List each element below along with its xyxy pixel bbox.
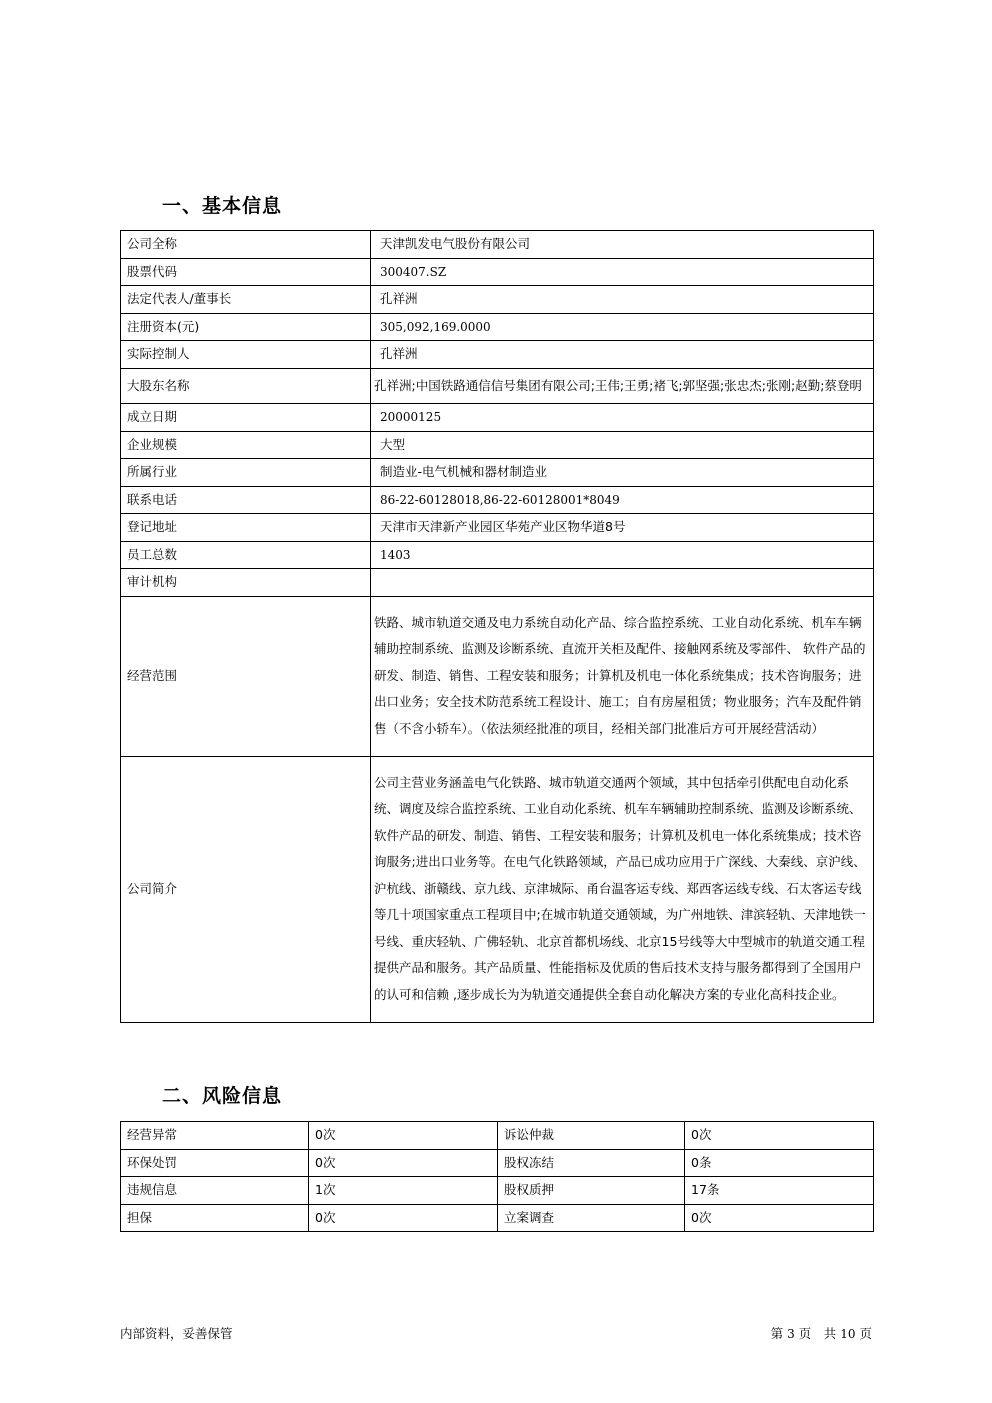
table-row [121, 459, 874, 487]
employees-label: 员工总数 [121, 541, 371, 569]
section-title-basic: 一、基本信息 [162, 195, 283, 217]
scope-label: 经营范围 [121, 596, 371, 756]
risk-label: 立案调查 [498, 1204, 685, 1232]
table-row [121, 1122, 874, 1150]
table-row [121, 404, 874, 432]
section-title-risk: 二、风险信息 [162, 1085, 283, 1107]
company-name-value: 天津凯发电气股份有限公司 [371, 231, 874, 259]
risk-value: 0条 [685, 1149, 874, 1177]
table-row [121, 286, 874, 314]
legal-rep-label: 法定代表人/董事长 [121, 286, 371, 314]
risk-label: 违规信息 [121, 1177, 309, 1205]
shareholders-label: 大股东名称 [121, 368, 371, 404]
table-row [121, 569, 874, 597]
page-total: 10 [840, 1327, 856, 1341]
page-label-prefix: 第 [770, 1326, 784, 1341]
footer-confidential-note: 内部资料，妥善保管 [120, 1326, 233, 1341]
footer-page-number [771, 1324, 872, 1342]
risk-label: 诉讼仲裁 [498, 1122, 685, 1150]
industry-value: 制造业-电气机械和器材制造业 [371, 459, 874, 487]
table-row [121, 596, 874, 756]
controller-value: 孔祥洲 [371, 341, 874, 369]
risk-value: 0次 [309, 1122, 498, 1150]
risk-value: 0次 [685, 1204, 874, 1232]
scale-label: 企业规模 [121, 431, 371, 459]
table-row [121, 1149, 874, 1177]
risk-info-table [120, 1121, 874, 1232]
intro-label: 公司简介 [121, 756, 371, 1022]
table-row [121, 231, 874, 259]
auditor-value [371, 569, 874, 597]
table-row [121, 368, 874, 404]
page-label-mid: 页 共 [798, 1326, 837, 1341]
scope-value: 铁路、城市轨道交通及电力系统自动化产品、综合监控系统、工业自动化系统、机车车辆辅助控制系统、监测及诊断系统、直流开关柜及配件、接触网系统及零部件、 软件产品的研发、制造、销售、工程安装和服务；计算机及机电一体化系统集成；技术咨询服务；进出口业务；安全技术防范系统工程设计、施工；自有房屋租赁；物业服务；汽车及配件销售（不含小轿车）。（依法须经批准的项目，经相关部门批准后方可开展经营活动） [371, 596, 874, 756]
table-row [121, 1204, 874, 1232]
risk-label: 股权质押 [498, 1177, 685, 1205]
company-name-label: 公司全称 [121, 231, 371, 259]
table-row [121, 514, 874, 542]
risk-label: 环保处罚 [121, 1149, 309, 1177]
reg-capital-label: 注册资本(元) [121, 313, 371, 341]
shareholders-value: 孔祥洲;中国铁路通信信号集团有限公司;王伟;王勇;褚飞;郭坚强;张忠杰;张刚;赵勤;蔡登明 [371, 368, 874, 404]
auditor-label: 审计机构 [121, 569, 371, 597]
page-current: 3 [787, 1327, 795, 1341]
founded-value: 20000125 [371, 404, 874, 432]
scale-value: 大型 [371, 431, 874, 459]
reg-capital-value: 305,092,169.0000 [371, 313, 874, 341]
founded-label: 成立日期 [121, 404, 371, 432]
risk-value: 0次 [685, 1122, 874, 1150]
basic-info-table [120, 230, 874, 1023]
table-row [121, 341, 874, 369]
risk-label: 担保 [121, 1204, 309, 1232]
employees-value: 1403 [371, 541, 874, 569]
page-label-suffix: 页 [859, 1326, 872, 1341]
phone-label: 联系电话 [121, 486, 371, 514]
address-value: 天津市天津新产业园区华苑产业区物华道8号 [371, 514, 874, 542]
risk-value: 0次 [309, 1149, 498, 1177]
risk-label: 经营异常 [121, 1122, 309, 1150]
controller-label: 实际控制人 [121, 341, 371, 369]
risk-value: 0次 [309, 1204, 498, 1232]
risk-label: 股权冻结 [498, 1149, 685, 1177]
table-row [121, 313, 874, 341]
intro-value: 公司主营业务涵盖电气化铁路、城市轨道交通两个领域，其中包括牵引供配电自动化系统、调度及综合监控系统、工业自动化系统、机车车辆辅助控制系统、监测及诊断系统、软件产品的研发、制造、销售、工程安装和服务；计算机及机电一体化系统集成；技术咨询服务;进出口业务等。在电气化铁路领域，产品已成功应用于广深线、大秦线、京沪线、沪杭线、浙赣线、京九线、京津城际、甬台温客运专线、郑西客运线专线、石太客运专线等几十项国家重点工程项目中;在城市轨道交通领域，为广州地铁、津滨轻轨、天津地铁一号线、重庆轻轨、广佛轻轨、北京首都机场线、北京15号线等大中型城市的轨道交通工程提供产品和服务。其产品质量、性能指标及优质的售后技术支持与服务都得到了全国用户的认可和信赖 ,逐步成长为为轨道交通提供全套自动化解决方案的专业化高科技企业。 [371, 756, 874, 1022]
phone-value: 86-22-60128018,86-22-60128001*8049 [371, 486, 874, 514]
table-row [121, 541, 874, 569]
industry-label: 所属行业 [121, 459, 371, 487]
table-row [121, 756, 874, 1022]
table-row [121, 1177, 874, 1205]
table-row [121, 431, 874, 459]
risk-value: 1次 [309, 1177, 498, 1205]
address-label: 登记地址 [121, 514, 371, 542]
table-row [121, 486, 874, 514]
legal-rep-value: 孔祥洲 [371, 286, 874, 314]
risk-value: 17条 [685, 1177, 874, 1205]
table-row [121, 258, 874, 286]
stock-code-label: 股票代码 [121, 258, 371, 286]
stock-code-value: 300407.SZ [371, 258, 874, 286]
